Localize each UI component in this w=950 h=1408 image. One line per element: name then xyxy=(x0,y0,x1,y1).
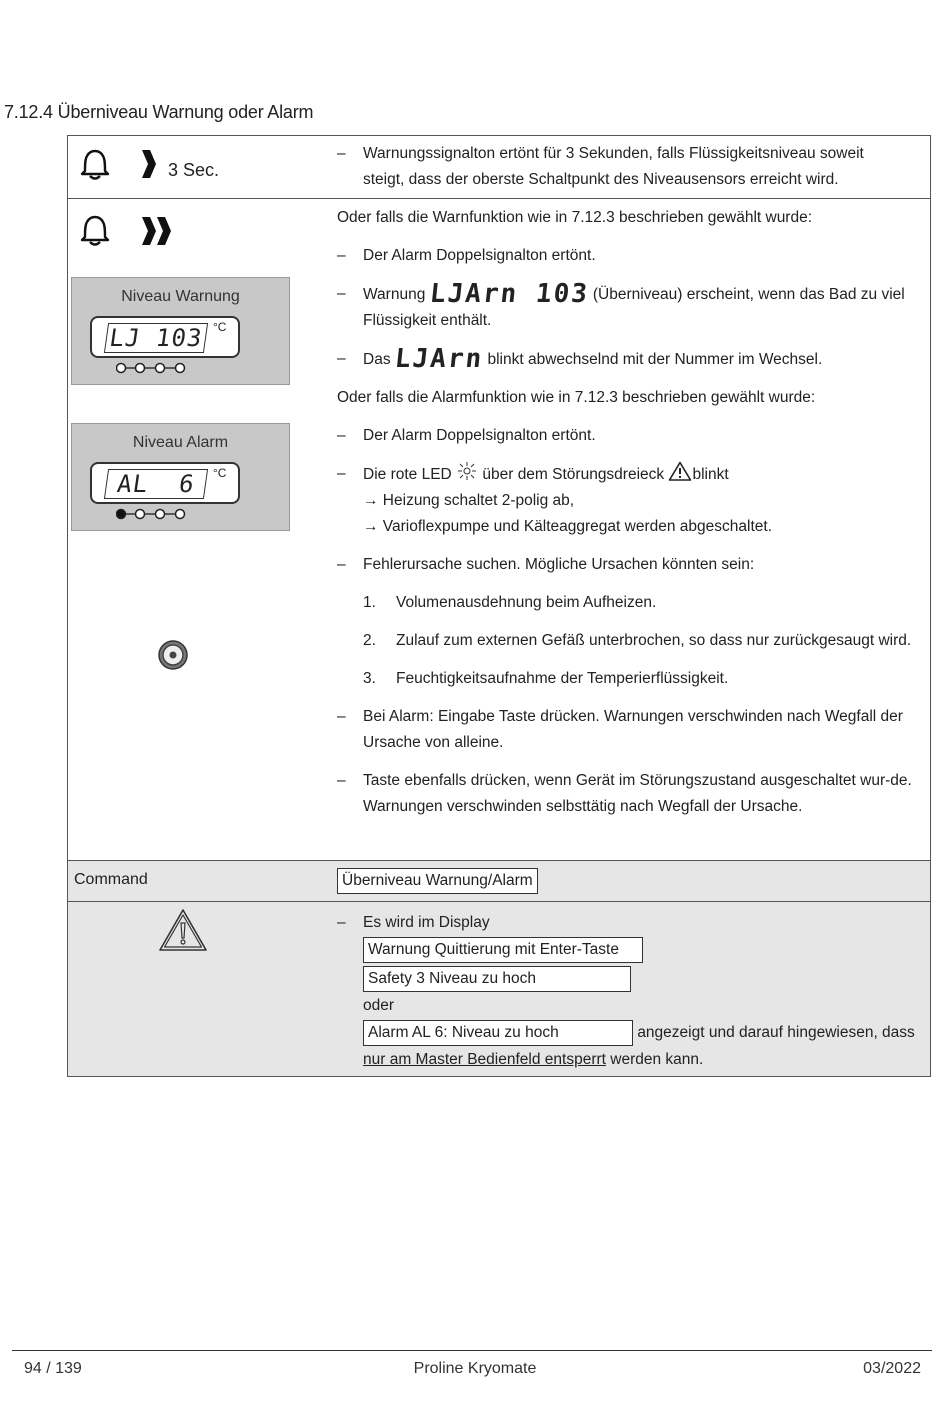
panel-label: Niveau Alarm xyxy=(132,434,229,451)
led-2 xyxy=(136,364,145,373)
single-chevron-icon xyxy=(140,149,158,179)
row2-text xyxy=(337,205,920,832)
unit-label: °C xyxy=(213,320,227,334)
list-item: – Taste ebenfalls drücken, wenn Gerät im Störungszustand ausgeschaltet wur-de. Warnungen verschwinden selbsttätig nach Wegfall der Ursache. xyxy=(337,772,912,815)
list-item: 1. Volumenausdehnung beim Aufheizen. xyxy=(363,594,657,611)
fault-triangle-icon xyxy=(668,461,692,481)
bell-icon xyxy=(76,211,114,249)
segment-display-text: LJArn xyxy=(393,344,485,374)
list-item: – Warnung LJArn 103 (Überniveau) erscheint, wenn das Bad zu viel Flüssigkeit enthält. xyxy=(337,279,905,329)
page-number: 94 / 139 xyxy=(24,1360,82,1377)
table-row-display-message xyxy=(68,901,930,1076)
list-item: – Es wird im Display Warnung Quittierung mit Enter-Taste Safety 3 Niveau zu hoch oder Alarm AL 6: Niveau zu hoch angezeigt und darauf hingewiesen, dass nur am Master Bedienfeld entsperrt werden kann. xyxy=(337,914,915,1068)
row4-text xyxy=(337,909,920,1073)
led-2 xyxy=(136,510,145,519)
display-message-box: Safety 3 Niveau zu hoch xyxy=(363,966,631,992)
list-item: 2. Zulauf zum externen Gefäß unterbrochen, so dass nur zurückgesaugt wird. xyxy=(363,632,912,649)
level-alarm-panel xyxy=(71,423,290,531)
list-item: – Der Alarm Doppelsignalton ertönt. xyxy=(337,427,596,444)
product-name: Proline Kryomate xyxy=(413,1360,537,1377)
status-leds xyxy=(116,361,196,375)
led-4 xyxy=(176,364,185,373)
table-row-short-warning xyxy=(68,136,930,198)
lcd-display xyxy=(90,462,240,504)
panel-label: Niveau Warnung xyxy=(121,288,240,305)
table-row-level-alarm xyxy=(68,198,930,860)
unit-label: °C xyxy=(213,466,227,480)
led-3 xyxy=(156,364,165,373)
table-row-command xyxy=(68,860,930,901)
lcd-readout: LJ 103 xyxy=(104,323,208,353)
list-item: 3. Feuchtigkeitsaufnahme der Temperierflüssigkeit. xyxy=(363,670,729,687)
bell-icon xyxy=(76,145,114,183)
segment-display-text: LJArn 103 xyxy=(428,279,591,309)
list-item: – Die rote LED über dem Störungsdreieck blinkt → Heizung schaltet 2-polig ab, → Varioflexpumpe und Kälteaggregat werden abgeschaltet. xyxy=(337,461,920,540)
command-label: Command xyxy=(74,871,148,888)
led-4 xyxy=(176,510,185,519)
content-table xyxy=(67,135,931,1077)
list-item: – Warnungssignalton ertönt für 3 Sekunden, falls Flüssigkeitsniveau soweit steigt, dass der oberste Schaltpunkt des Niveausensors erreicht wird. xyxy=(337,145,864,188)
row1-text xyxy=(337,141,920,205)
paragraph: Oder falls die Alarmfunktion wie in 7.12.3 beschrieben gewählt wurde: xyxy=(337,389,816,406)
led-1 xyxy=(117,364,126,373)
footer-divider xyxy=(12,1350,932,1351)
list-item: – Bei Alarm: Eingabe Taste drücken. Warnungen verschwinden nach Wegfall der Ursache von alleine. xyxy=(337,708,903,751)
lcd-readout: AL 6 xyxy=(104,469,208,499)
warning-triangle-icon xyxy=(158,908,208,952)
led-blink-icon xyxy=(456,461,478,481)
list-item: – Fehlerursache suchen. Mögliche Ursachen könnten sein: xyxy=(337,556,755,573)
paragraph: Oder falls die Warnfunktion wie in 7.12.3 beschrieben gewählt wurde: xyxy=(337,209,813,226)
lcd-display xyxy=(90,316,240,358)
list-item: – Das LJArn blinkt abwechselnd mit der Nummer im Wechsel. xyxy=(337,344,823,374)
enter-knob-icon xyxy=(157,639,189,671)
status-leds xyxy=(116,507,196,521)
display-message-box: Alarm AL 6: Niveau zu hoch xyxy=(363,1020,633,1046)
level-warning-panel xyxy=(71,277,290,385)
underlined-note: nur am Master Bedienfeld entsperrt xyxy=(363,1051,606,1068)
list-item: – Der Alarm Doppelsignalton ertönt. xyxy=(337,247,596,264)
led-1 xyxy=(117,510,126,519)
double-chevron-icon xyxy=(140,216,174,246)
display-message-box: Warnung Quittierung mit Enter-Taste xyxy=(363,937,643,963)
duration-label: 3 Sec. xyxy=(168,160,220,180)
command-value: Überniveau Warnung/Alarm xyxy=(337,868,538,894)
section-heading: 7.12.4 Überniveau Warnung oder Alarm xyxy=(4,102,314,122)
document-date: 03/2022 xyxy=(863,1360,921,1377)
led-3 xyxy=(156,510,165,519)
